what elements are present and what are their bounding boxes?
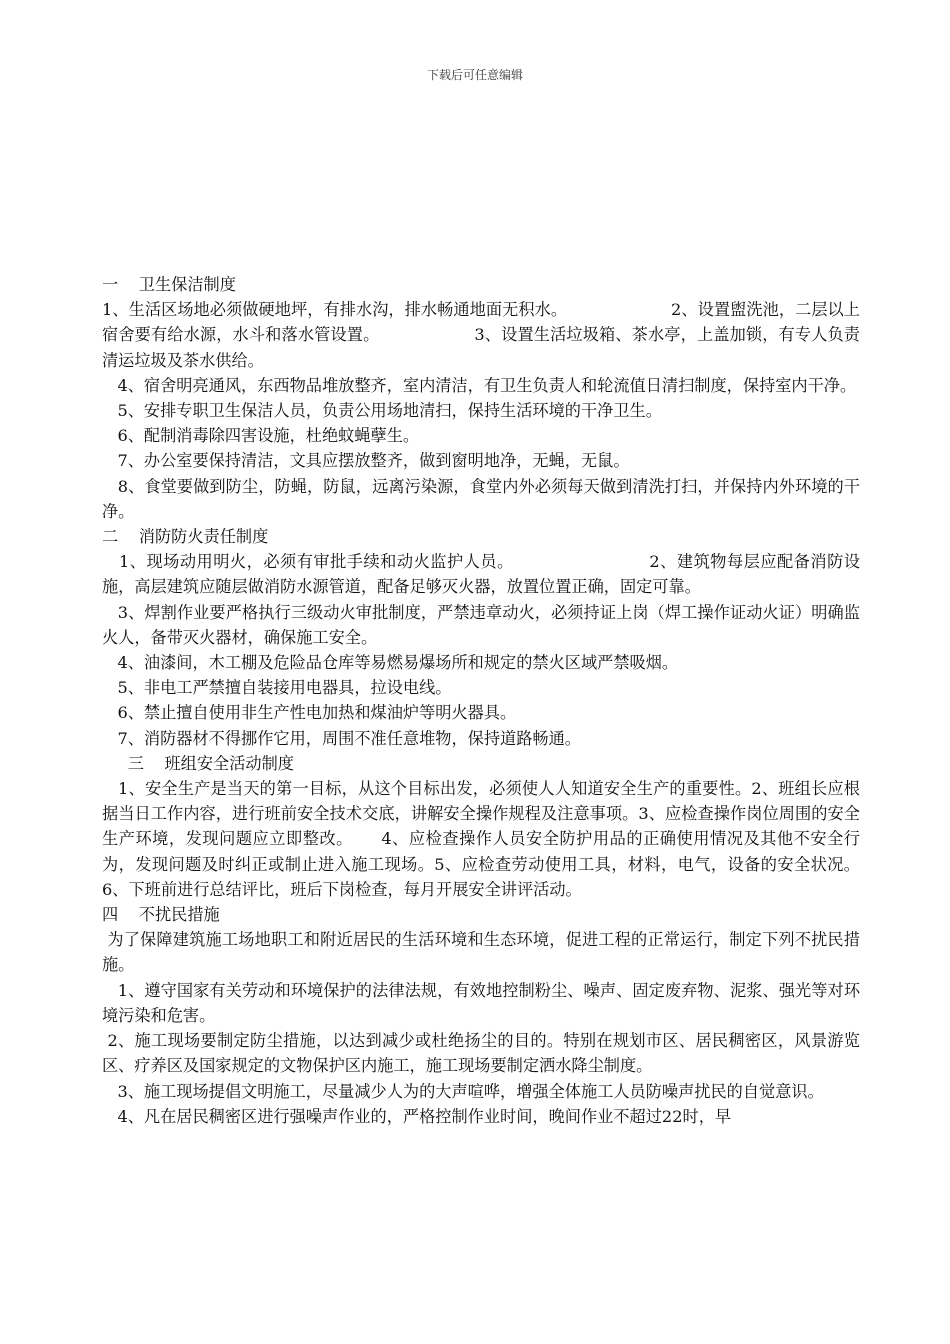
document-body: [102, 272, 886, 1129]
paragraph: 1、生活区场地必须做硬地坪，有排水沟，排水畅通地面无积水。 2、设置盥洗池，二层以上宿舍要有给水源，水斗和落水管设置。 3、设置生活垃圾箱、茶水亭，上盖加锁，有专人负责清运垃圾及茶水供给。: [102, 300, 860, 370]
paragraph: 1、安全生产是当天的第一目标，从这个目标出发，必须使人人知道安全生产的重要性。2、班组长应根据当日工作内容，进行班前安全技术交底，讲解安全操作规程及注意事项。3、应检查操作岗位周围的安全生产环境，发现问题应立即整改。 4、应检查操作人员安全防护用品的正确使用情况及其他不安全行为，发现问题及时纠正或制止进入施工现场。5、应检查劳动使用工具，材料，电气，设备的安全状况。 6、下班前进行总结评比，班后下岗检查，每月开展安全讲评活动。: [102, 779, 886, 899]
page-header-note: 下载后可任意编辑: [426, 68, 523, 82]
paragraph: 4、凡在居民稠密区进行强噪声作业的，严格控制作业时间，晚间作业不超过22时，早: [102, 1106, 732, 1126]
paragraph: 5、安排专职卫生保洁人员，负责公用场地清扫，保持生活环境的干净卫生。: [102, 401, 662, 421]
section-heading-team-safety: 三 班组安全活动制度: [102, 753, 294, 773]
paragraph: 3、施工现场提倡文明施工，尽量减少人为的大声喧哗，增强全体施工人员防噪声扰民的自觉意识。: [102, 1081, 824, 1101]
paragraph: 1、遵守国家有关劳动和环境保护的法律法规，有效地控制粉尘、噪声、固定废弃物、泥浆、强光等对环境污染和危害。: [102, 980, 861, 1025]
paragraph: 4、宿舍明亮通风，东西物品堆放整齐，室内清洁，有卫生负责人和轮流值日清扫制度，保持室内干净。: [102, 375, 857, 395]
section-heading-fire: 二 消防防火责任制度: [102, 527, 269, 547]
paragraph: 2、施工现场要制定防尘措施，以达到减少或杜绝扬尘的目的。特别在规划市区、居民稠密区，风景游览区、疗养区及国家规定的文物保护区内施工，施工现场要制定洒水降尘制度。: [102, 1031, 860, 1076]
paragraph: 6、禁止擅自使用非生产性电加热和煤油炉等明火器具。: [102, 703, 517, 723]
paragraph: 3、焊割作业要严格执行三级动火审批制度，严禁违章动火，必须持证上岗（焊工操作证动火证）明确监火人，备带灭火器材，确保施工安全。: [102, 602, 861, 647]
section-heading-hygiene: 一 卫生保洁制度: [102, 275, 236, 294]
section-heading-no-disturbance: 四 不扰民措施: [102, 905, 220, 925]
paragraph: 4、油漆间，木工棚及危险品仓库等易燃易爆场所和规定的禁火区域严禁吸烟。: [102, 653, 679, 673]
paragraph: 6、配制消毒除四害设施，杜绝蚊蝇孽生。: [102, 426, 420, 446]
paragraph: 1、现场动用明火，必须有审批手续和动火监护人员。 2、建筑物每层应配备消防设施，高层建筑应随层做消防水源管道，配备足够灭火器，放置位置正确，固定可靠。: [102, 552, 861, 597]
paragraph: 为了保障建筑施工场地职工和附近居民的生活环境和生态环境，促进工程的正常运行，制定下列不扰民措施。: [102, 930, 860, 975]
paragraph: 8、食堂要做到防尘，防蝇，防鼠，远离污染源，食堂内外必须每天做到清洗打扫，并保持内外环境的干净。: [102, 476, 861, 521]
paragraph: 7、消防器材不得挪作它用，周围不准任意堆物，保持道路畅通。: [102, 728, 581, 748]
paragraph: 7、办公室要保持清洁，文具应摆放整齐，做到窗明地净，无蝇，无鼠。: [102, 451, 630, 471]
paragraph: 5、非电工严禁擅自装接用电器具，拉设电线。: [102, 678, 452, 698]
